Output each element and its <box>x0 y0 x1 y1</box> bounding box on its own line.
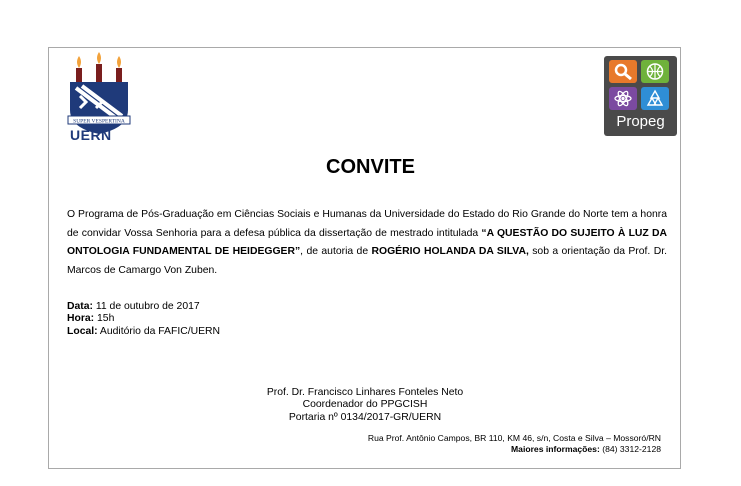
footer-contact <box>368 433 661 455</box>
propeg-logo-text: Propeg <box>616 113 665 130</box>
invitation-text <box>67 206 667 280</box>
uern-logo-text: UERN <box>70 127 112 143</box>
date-row <box>67 301 220 313</box>
place-value: Auditório da FAFIC/UERN <box>97 325 221 337</box>
torch-icon <box>76 52 122 82</box>
thesis-title: “A QUESTÃO DO SUJEITO À LUZ DA ONTOLOGIA FUNDAMENTAL DE HEIDEGGER” <box>67 227 667 258</box>
author-name: ROGÉRIO HOLANDA DA SILVA, <box>371 246 529 258</box>
signature-block <box>0 387 730 424</box>
place-label: Local: <box>67 325 98 337</box>
footer-info <box>368 444 661 455</box>
signatory-portaria: Portaria nº 0134/2017-GR/UERN <box>288 411 442 423</box>
signatory-name: Prof. Dr. Francisco Linhares Fonteles Neto <box>266 387 464 398</box>
time-row <box>67 313 220 325</box>
search-icon <box>609 60 637 83</box>
globe-icon <box>641 60 669 83</box>
date-value: 11 de outubro de 2017 <box>92 301 200 312</box>
atom-icon <box>609 87 637 110</box>
signatory-role: Coordenador do PPGCISH <box>302 399 428 411</box>
footer-phone: (84) 3312-2128 <box>599 444 661 454</box>
recycle-icon <box>641 87 669 110</box>
place-row <box>67 326 220 338</box>
invitation-advisor: sob a orientação da Prof. Dr. Marcos de Camargo Von Zuben. <box>67 246 667 276</box>
time-value: 15h <box>94 313 115 325</box>
event-details <box>67 301 220 338</box>
propeg-logo <box>604 56 677 136</box>
time-label: Hora: <box>67 313 95 325</box>
invitation-intro: O Programa de Pós-Graduação em Ciências Sociais e Humanas da Universidade do Estado do Rio Grande do Norte tem a honra de convidar Vossa Senhoria para a defesa pública da dissertação de mestrado intitulada <box>67 209 667 239</box>
page-title: CONVITE <box>326 156 415 178</box>
invitation-authorship: , de autoria de <box>300 246 372 258</box>
footer-address: Rua Prof. Antônio Campos, BR 110, KM 46, s/n, Costa e Silva – Mossoró/RN <box>367 433 661 443</box>
footer-info-label: Maiores informações: <box>511 444 600 454</box>
uern-motto: SUPER VESPERTINA <box>73 118 125 125</box>
date-label: Data: <box>67 301 93 312</box>
